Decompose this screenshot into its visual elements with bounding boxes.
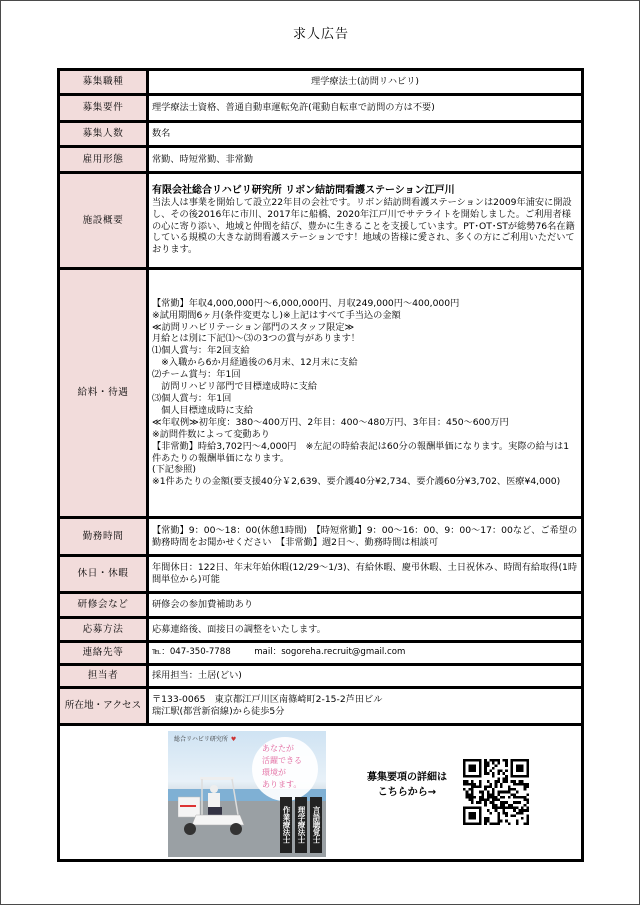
value-headcount: 数名 [148,122,583,147]
row-promo [59,725,583,861]
row-application [59,618,583,642]
contact-tel: ℡：047-350-7788 [152,647,231,658]
salary-line: 月給とは別に下記⑴～⑶の3つの賞与があります！ [152,333,360,345]
row-employment-type [59,147,583,173]
scooter-illustration-icon [178,775,248,839]
label-training: 研修会など [59,593,148,618]
row-facility [59,173,583,269]
salary-line: ≪年収例≫初年度：380～400万円、2年目：400～480万円、3年目：450～600万円 [152,416,509,428]
value-training: 研修会の参加費補助あり [148,593,583,618]
salary-line: ※試用期間6ヶ月(条件変更なし)※上記はすべて手当込の金額 [152,309,401,321]
salary-line: 【常勤】年収4,000,000円～6,000,000円、月収249,000円～400,000円 [152,297,460,309]
promo-area [152,728,581,858]
salary-line: ※入職から6か月経過後の6月末、12月末に支給 [152,357,358,369]
recruit-banner-image [168,731,326,857]
salary-line: ※1件あたりの金額(要支援40分￥2,639、要介護40分¥2,734、要介護60分¥3,702、医療¥4,000) [152,476,561,488]
label-hours: 勤務時間 [59,518,148,556]
banner-catchphrase: あなたが 活躍できる 環境が あります。 [262,743,302,789]
row-training [59,593,583,618]
banner-job-tags [280,797,322,853]
row-salary [59,269,583,518]
label-application: 応募方法 [59,618,148,642]
banner-logo [174,734,236,746]
value-application: 応募連絡後、面接日の調整をいたします。 [148,618,583,642]
row-contact [59,642,583,665]
salary-line: 個人目標達成時に支給 [152,404,254,416]
salary-line: ⑶個人賞与：年1回 [152,393,232,404]
location-address: 〒133-0065 東京都江戸川区南篠崎町2-15-2芦田ビル [152,694,383,706]
row-job-type [59,70,583,95]
value-salary [148,269,583,518]
label-facility: 施設概要 [59,173,148,269]
qr-code-icon[interactable] [463,759,529,825]
salary-line: (下記参照) [152,464,196,476]
salary-line: 訪問リハビリ部門で目標達成時に支給 [152,381,318,393]
value-holidays: 年間休日：122日、年末年始休暇(12/29～1/3)、有給休暇、慶弔休暇、土日祝休み、時間有給取得(1時間単位から)可能 [148,556,583,593]
banner-tag: 言語聴覚士 [310,797,322,853]
label-contact: 連絡先等 [59,642,148,665]
cta-line-2: こちらから→ [377,786,437,798]
value-location [148,688,583,725]
label-headcount: 募集人数 [59,122,148,147]
promo-cell [59,725,583,861]
salary-line: 【非常勤】時給3,702円～4,000円 ※左記の時給表記は60分の報酬単価になります。実際の給与は1件あたりの報酬単価になります。 [152,440,570,464]
label-holidays: 休日・休暇 [59,556,148,593]
value-person: 採用担当：土居(どい) [148,665,583,688]
facility-org-name: 有限会社総合リハビリ研究所 リボン結訪問看護ステーション江戸川 [152,184,455,196]
row-person [59,665,583,688]
page-title: 求人広告 [292,27,349,42]
banner-tag: 作業療法士 [280,797,292,853]
value-job-type: 理学療法士(訪問リハビリ) [148,70,583,95]
value-contact [148,642,583,665]
label-job-type: 募集職種 [59,70,148,95]
value-facility [148,173,583,269]
label-location: 所在地・アクセス [59,688,148,725]
label-salary: 給料・待遇 [59,269,148,518]
cta-line-1: 募集要項の詳細は [367,771,447,783]
contact-mail[interactable]: mail：sogoreha.recruit@gmail.com [254,647,406,658]
salary-line: ※訪問件数によって変動あり [152,428,270,440]
row-headcount [59,122,583,147]
ribbon-logo-icon: ♥ [230,735,237,743]
banner-tag: 理学療法士 [295,797,307,853]
facility-description: 当法人は事業を開始して設立22年目の会社です。リボン結訪問看護ステーションは2009年浦安に開設し、その後2016年に市川、2017年に船橋、2020年江戸川でサテライトを開始しました。ご利用者様の心に寄り添い、地域と仲間を結び、豊かに生きることを支援しています。PT･OT･STが総勢76名在籍している規模の大きな訪問看護ステーションです！地域の皆様に愛され、多くの方にご利用いただいております。 [152,196,575,256]
job-posting-table [57,68,584,862]
banner-bubble [252,737,318,801]
value-employment-type: 常勤、時短常勤、非常勤 [148,147,583,173]
row-requirements [59,95,583,122]
salary-line: ⑴個人賞与：年2回支給 [152,345,250,357]
salary-line: ⑵チーム賞与：年1回 [152,369,241,381]
salary-line: ≪訪問リハビリテーション部門のスタッフ限定≫ [152,321,355,333]
label-employment-type: 雇用形態 [59,147,148,173]
value-requirements: 理学療法士資格、普通自動車運転免許(電動自転車で訪問の方は不要) [148,95,583,122]
label-requirements: 募集要件 [59,95,148,122]
row-holidays [59,556,583,593]
row-hours [59,518,583,556]
salary-lines [152,298,578,489]
label-person: 担当者 [59,665,148,688]
details-cta [352,770,462,800]
banner-logo-text: 総合リハビリ研究所 [174,735,228,743]
value-hours: 【常勤】9：00～18：00(休憩1時間) 【時短常勤】9：00～16：00、9：00～17：00など、ご希望の勤務時間をお聞かせください 【非常勤】週2日～、勤務時間は相談可 [148,518,583,556]
location-access: 瑞江駅(都営新宿線)から徒歩5分 [152,706,285,717]
row-location [59,688,583,725]
